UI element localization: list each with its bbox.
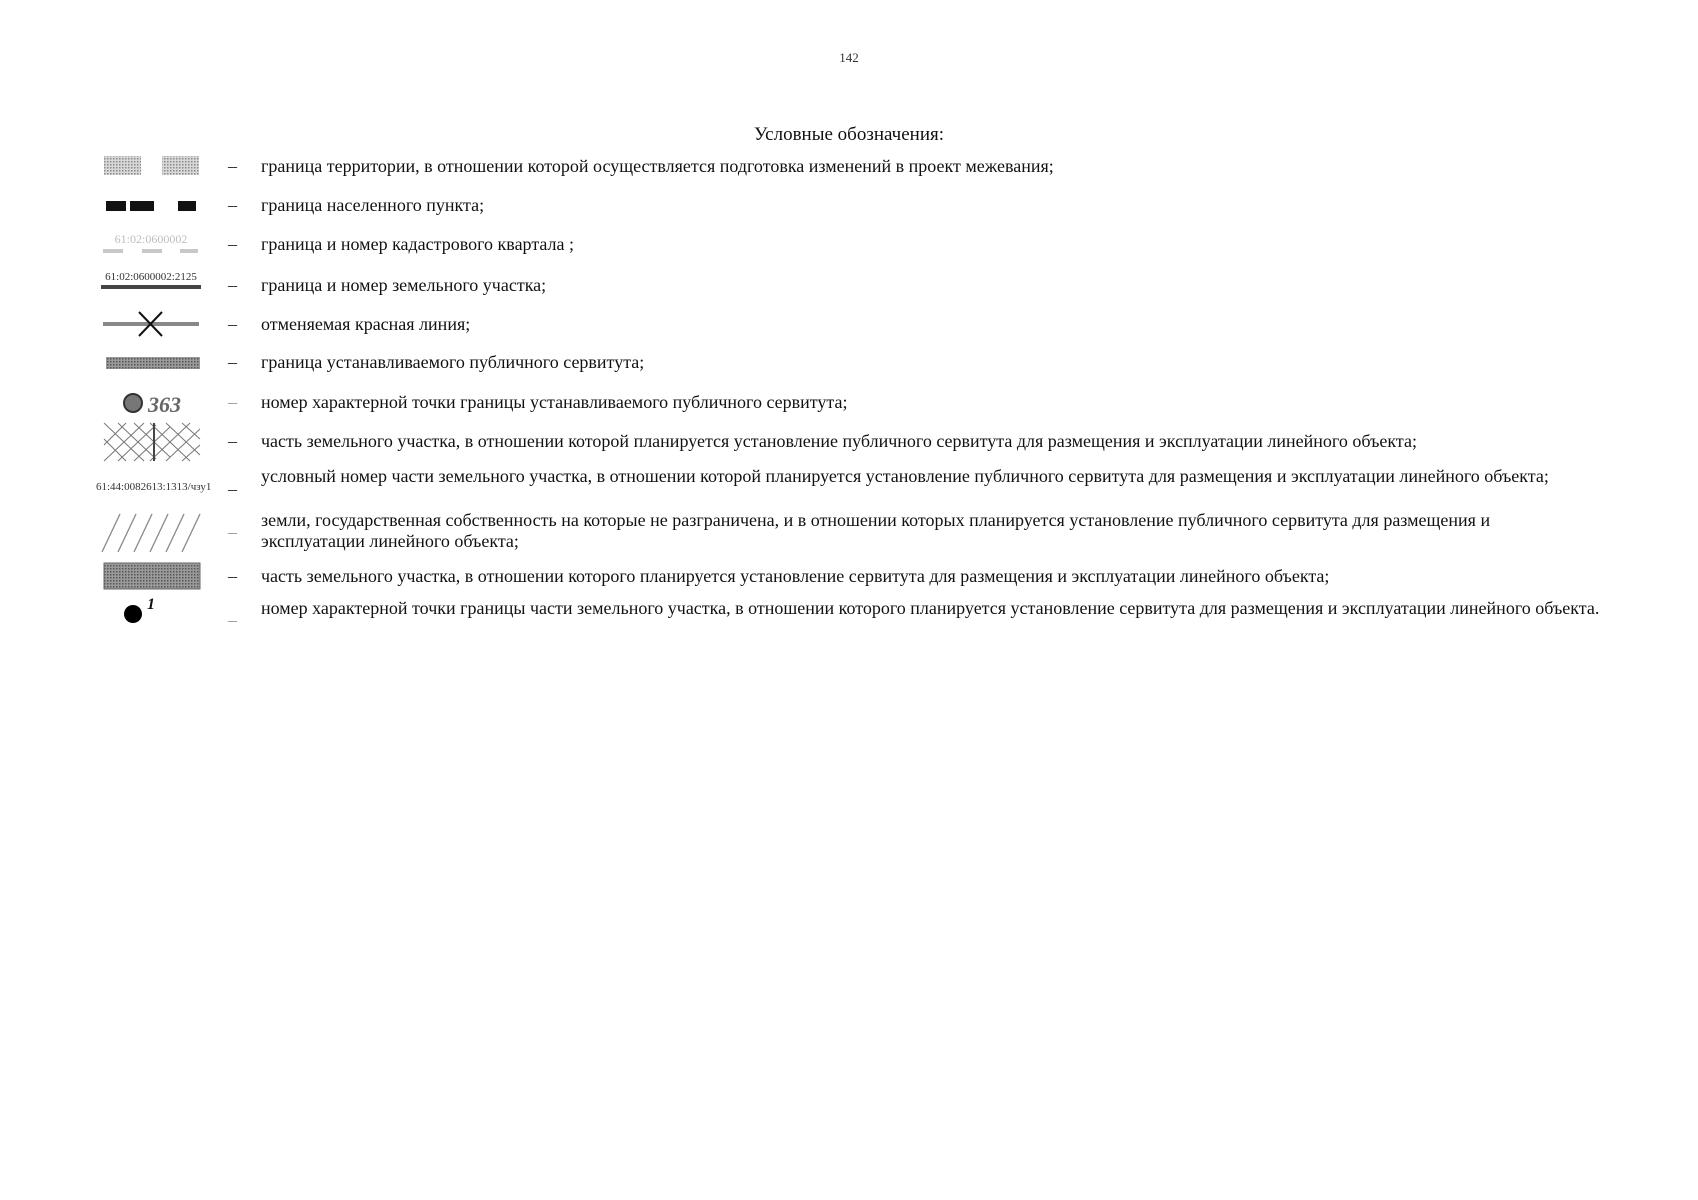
legend-item-text: часть земельного участка, в отношении которого планируется установление сервитута для размещения и эксплуатации линейного объекта;: [261, 566, 1330, 586]
point-number-dot-icon: [98, 390, 204, 418]
land-plot-label-icon: [98, 270, 204, 296]
black-dot-number-icon: [98, 598, 204, 632]
legend-item-text: земли, государственная собственность на которые не разграничена, и в отношении которых планируется установление публичного сервитута для размещения и эксплуатации линейного объекта;: [261, 510, 1491, 551]
legend-dash: –: [228, 195, 237, 215]
page-number: 142: [839, 50, 859, 65]
legend-dash: –: [228, 522, 237, 542]
legend-item-text: граница населенного пункта;: [261, 195, 485, 215]
legend-dash: –: [228, 275, 237, 295]
conditional-part-number-icon: [96, 478, 212, 494]
gray-filled-area-icon: [98, 562, 204, 592]
legend-dash: –: [228, 610, 237, 630]
legend-dash: –: [228, 392, 237, 412]
black-dashed-boundary-icon: [98, 195, 204, 217]
legend-item-text: условный номер части земельного участка, в отношении которой планируется установление публичного сервитута для размещения и эксплуатации линейного объекта;: [261, 466, 1549, 486]
crosshatch-area-icon: [98, 421, 204, 463]
legend-title: Условные обозначения:: [753, 124, 945, 145]
legend-dash: –: [228, 314, 237, 334]
symbol-label: 61:02:0600002:2125: [105, 271, 197, 283]
legend-item-text: граница устанавливаемого публичного сервитута;: [261, 352, 645, 372]
legend-dash: –: [228, 431, 237, 451]
legend-dash: –: [228, 156, 237, 176]
legend-dash: –: [228, 352, 237, 372]
legend-dash: –: [228, 479, 237, 499]
symbol-label: 1: [147, 596, 155, 613]
servitude-boundary-band-icon: [98, 352, 204, 374]
symbol-label: 61:02:0600002: [114, 232, 188, 246]
hatched-gray-dashed-boundary-icon: [98, 155, 204, 177]
legend-item-text: отменяемая красная линия;: [261, 314, 471, 334]
cadastral-quarter-label-icon: [98, 231, 204, 257]
legend-item-text: граница и номер кадастрового квартала ;: [261, 234, 575, 254]
legend-item-text: граница и номер земельного участка;: [261, 275, 547, 295]
symbol-label: 61:44:0082613:1313/чзу1: [96, 481, 212, 493]
legend-item-text: номер характерной точки границы части земельного участка, в отношении которого планируется установление сервитута для размещения и эксплуатации линейного объекта.: [261, 598, 1600, 618]
legend-dash: –: [228, 566, 237, 586]
legend-item-text: часть земельного участка, в отношении которой планируется установление публичного сервитута для размещения и эксплуатации линейного объекта;: [261, 431, 1417, 451]
symbol-label: 363: [148, 392, 181, 417]
legend-item-text: номер характерной точки границы устанавливаемого публичного сервитута;: [261, 392, 848, 412]
legend-item-text: граница территории, в отношении которой осуществляется подготовка изменений в проект межевания;: [261, 156, 1054, 176]
diagonal-hatch-area-icon: [98, 510, 204, 554]
crossed-line-icon: [98, 310, 204, 338]
legend-dash: –: [228, 234, 237, 254]
